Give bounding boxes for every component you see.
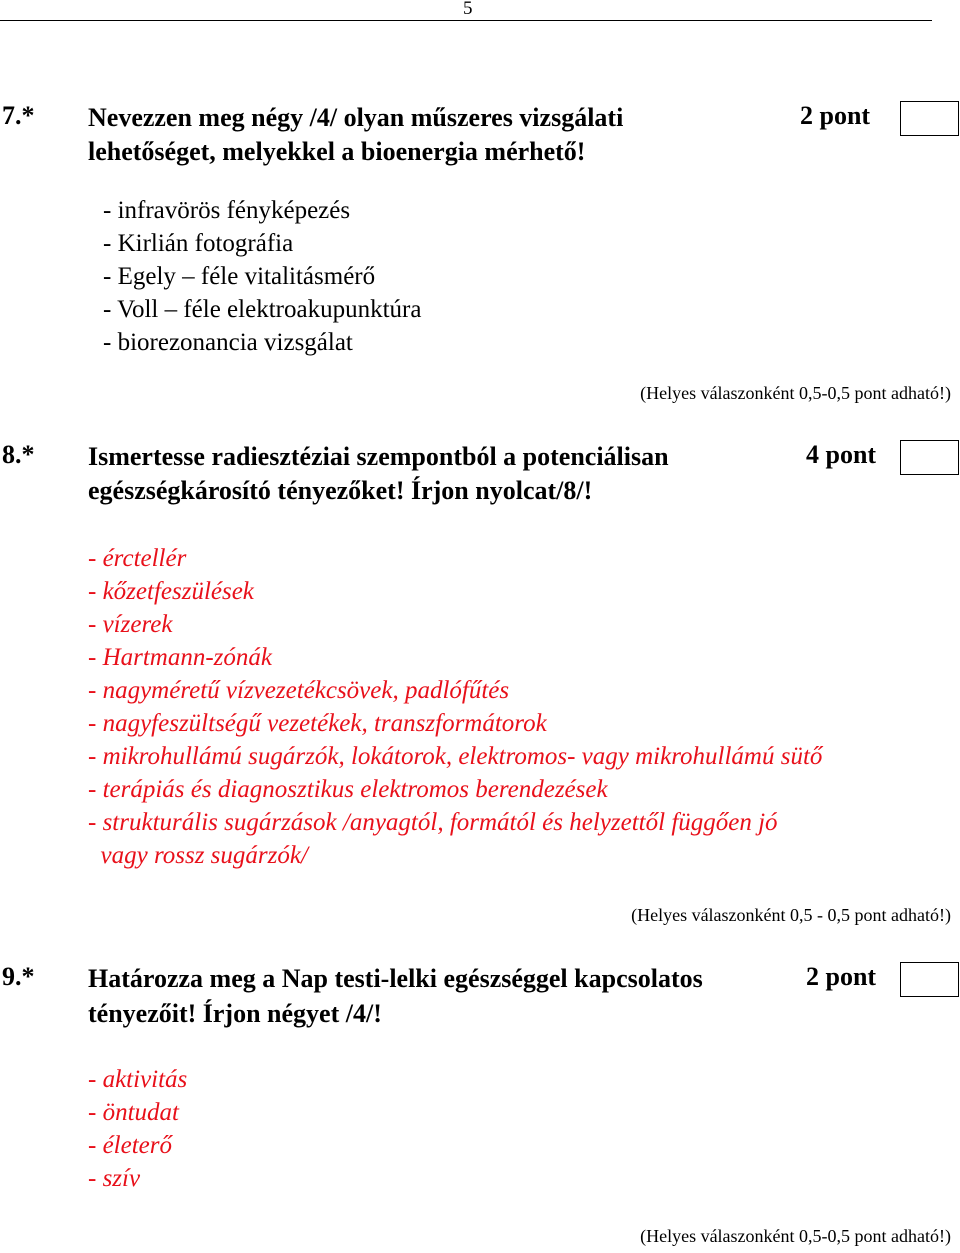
question-9-answer-2: - öntudat <box>88 1099 179 1126</box>
question-7-scoring-note: (Helyes válaszonként 0,5-0,5 pont adható!) <box>640 383 951 403</box>
question-8-answer-7: - mikrohullámú sugárzók, lokátorok, elektromos- vagy mikrohullámú sütő <box>88 743 823 770</box>
question-8-answer-3: - vízerek <box>88 611 173 638</box>
question-7-number: 7.* <box>2 101 35 130</box>
question-7-answer-4: - Voll – féle elektroakupunktúra <box>103 296 422 323</box>
question-8-line2: egészségkárosító tényezőket! Írjon nyolcat/8/! <box>88 476 593 505</box>
question-9-number: 9.* <box>2 962 35 991</box>
question-7-answer-2: - Kirlián fotográfia <box>103 230 294 257</box>
question-9-answer-1: - aktivitás <box>88 1066 188 1093</box>
question-8-answer-4: - Hartmann-zónák <box>88 644 273 671</box>
question-8-scoring-note: (Helyes válaszonként 0,5 - 0,5 pont adható!) <box>631 905 951 925</box>
question-7-answer-1: - infravörös fényképezés <box>103 197 351 224</box>
question-7-line1: Nevezzen meg négy /4/ olyan műszeres vizsgálati <box>88 103 624 132</box>
question-8-answer-9: - strukturális sugárzások /anyagtól, formától és helyzettől függően jó <box>88 809 778 836</box>
question-8-line1: Ismertesse radiesztéziai szempontból a potenciálisan <box>88 442 669 471</box>
header-rule <box>0 20 932 21</box>
question-7-answer-3: - Egely – féle vitalitásmérő <box>103 263 376 290</box>
question-8-answer-1: - érctellér <box>88 545 187 572</box>
question-8-answer-9-continued: vagy rossz sugárzók/ <box>88 842 308 869</box>
question-8-points: 4 pont <box>806 440 877 469</box>
question-9-scoring-note: (Helyes válaszonként 0,5-0,5 pont adható!) <box>640 1226 951 1246</box>
question-9-answer-3: - életerő <box>88 1132 172 1159</box>
question-9-score-box[interactable] <box>900 962 959 997</box>
question-8-number: 8.* <box>2 440 35 469</box>
question-8-score-box[interactable] <box>900 440 959 475</box>
question-8-answer-8: - terápiás és diagnosztikus elektromos berendezések <box>88 776 608 803</box>
question-7-points: 2 pont <box>800 101 871 130</box>
question-9-points: 2 pont <box>806 962 877 991</box>
question-7-line2: lehetőséget, melyekkel a bioenergia mérhető! <box>88 137 586 166</box>
question-9-line2: tényezőit! Írjon négyet /4/! <box>88 999 382 1028</box>
page-number: 5 <box>463 0 473 19</box>
question-9-answer-4: - szív <box>88 1165 141 1192</box>
question-7-score-box[interactable] <box>900 101 959 136</box>
question-8-answer-2: - kőzetfeszülések <box>88 578 254 605</box>
question-8-answer-6: - nagyfeszültségű vezetékek, transzformátorok <box>88 710 547 737</box>
question-7-answer-5: - biorezonancia vizsgálat <box>103 329 353 356</box>
question-8-answer-5: - nagyméretű vízvezetékcsövek, padlófűtés <box>88 677 510 704</box>
question-9-line1: Határozza meg a Nap testi-lelki egészséggel kapcsolatos <box>88 964 703 993</box>
